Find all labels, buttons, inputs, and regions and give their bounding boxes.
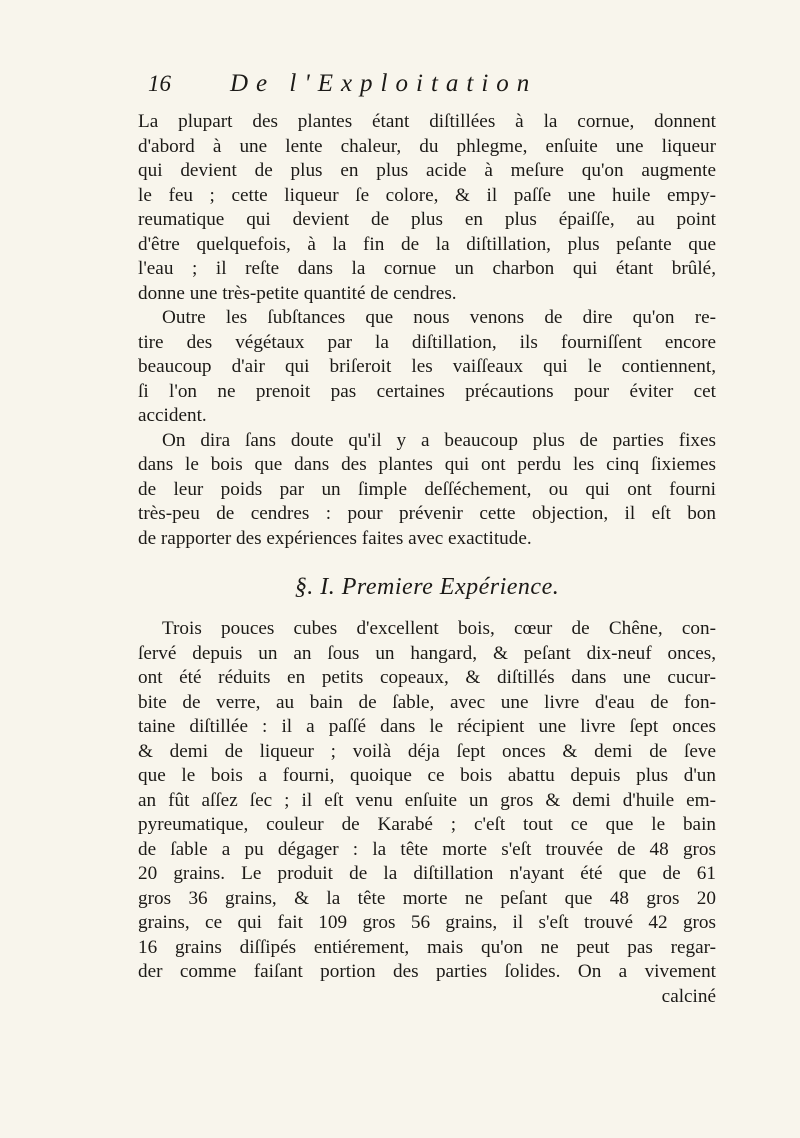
- text-line: de leur poids par un ſimple deſſéchement, ou qui ont fourni: [138, 478, 716, 500]
- text-line: très-peu de cendres : pour prévenir cette objection, il eſt bon: [138, 503, 716, 524]
- text-line: Trois pouces cubes d'excellent bois, cœur de Chêne, con-: [162, 618, 716, 639]
- page-body: [138, 110, 716, 1009]
- text-line: bite de verre, au bain de ſable, avec une livre d'eau de fon-: [138, 691, 716, 713]
- text-line: an fût aſſez ſec ; il eſt venu enſuite un gros & demi d'huile em-: [138, 789, 716, 811]
- text-line: der comme faiſant portion des parties ſolides. On a vivement: [138, 961, 716, 982]
- text-line: que le bois a fourni, quoique ce bois abattu depuis plus d'un: [138, 765, 716, 786]
- text-line: Outre les ſubſtances que nous venons de dire qu'on re-: [162, 307, 716, 328]
- text-line: donne une très-petite quantité de cendres.: [138, 282, 457, 304]
- text-line: tire des végétaux par la diſtillation, ils fourniſſent encore: [138, 331, 716, 353]
- section-heading: §. I. Premiere Expérience.: [294, 574, 560, 600]
- text-line: le feu ; cette liqueur ſe colore, & il paſſe une huile empy-: [138, 184, 716, 206]
- text-line: l'eau ; il reſte dans la cornue un charbon qui étant brûlé,: [138, 258, 716, 279]
- text-line: d'abord à une lente chaleur, du phlegme, enſuite une liqueur: [138, 135, 716, 157]
- text-line: pyreumatique, couleur de Karabé ; c'eſt tout ce que le bain: [138, 814, 716, 835]
- text-line: reumatique qui devient de plus en plus épaiſſe, au point: [138, 209, 716, 230]
- text-line: 20 grains. Le produit de la diſtillation n'ayant été que de 61: [138, 863, 716, 884]
- text-line: de rapporter des expériences faites avec exactitude.: [138, 527, 532, 549]
- text-line: d'être quelquefois, à la fin de la diſtillation, plus peſante que: [138, 233, 716, 255]
- running-title: De l'Exploitation: [230, 70, 538, 97]
- text-line: accident.: [138, 405, 207, 426]
- catchword: calciné: [661, 985, 716, 1007]
- text-line: & demi de liqueur ; voilà déja ſept onces & demi de ſeve: [138, 740, 716, 762]
- text-line: ſervé depuis un an ſous un hangard, & peſant dix-neuf onces,: [138, 642, 716, 664]
- text-line: gros 36 grains, & la tête morte ne peſant que 48 gros 20: [138, 887, 716, 909]
- text-line: ſi l'on ne prenoit pas certaines précautions pour éviter cet: [138, 380, 716, 402]
- text-line: grains, ce qui fait 109 gros 56 grains, il s'eſt trouvé 42 gros: [138, 912, 716, 933]
- text-line: de ſable a pu dégager : la tête morte s'eſt trouvée de 48 gros: [138, 838, 716, 860]
- text-line: 16 grains diſſipés entiérement, mais qu'on ne peut pas regar-: [138, 936, 716, 958]
- text-line: qui devient de plus en plus acide à meſure qu'on augmente: [138, 160, 716, 181]
- text-line: On dira ſans doute qu'il y a beaucoup plus de parties fixes: [162, 429, 716, 451]
- text-line: beaucoup d'air qui briſeroit les vaiſſeaux qui le contiennent,: [138, 356, 716, 377]
- running-head: [148, 70, 708, 110]
- text-line: dans le bois que dans des plantes qui ont perdu les cinq ſixiemes: [138, 454, 716, 475]
- text-line: ont été réduits en petits copeaux, & diſtillés dans une cucur-: [138, 667, 716, 688]
- page-number: 16: [148, 71, 171, 96]
- text-line: taine diſtillée : il a paſſé dans le récipient une livre ſept onces: [138, 716, 716, 737]
- text-line: La plupart des plantes étant diſtillées à la cornue, donnent: [138, 111, 716, 132]
